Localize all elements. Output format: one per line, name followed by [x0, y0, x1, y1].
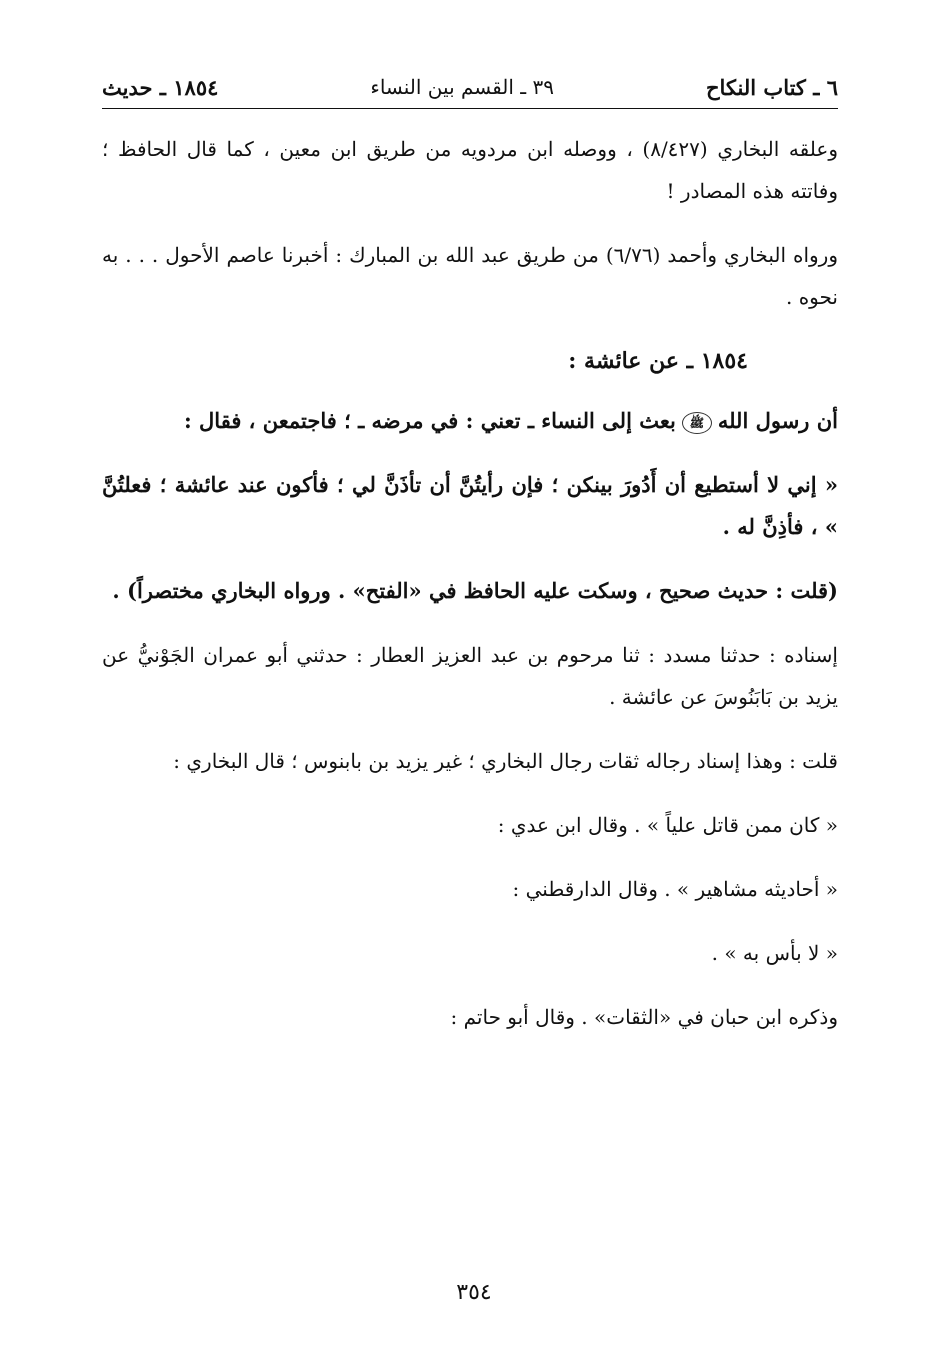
header-hadith-number: ١٨٥٤ ـ حديث	[102, 74, 219, 100]
running-header	[102, 70, 838, 104]
grading-note: (قلت : حديث صحيح ، وسكت عليه الحافظ في «الفتح» . ورواه البخاري مختصراً) .	[112, 578, 838, 603]
hadith-text	[102, 400, 838, 442]
salutation-mark: ﷺ	[682, 412, 712, 434]
quote-1: « كان ممن قاتل علياً » . وقال ابن عدي :	[497, 813, 838, 837]
isnad-paragraph: إسناده : حدثنا مسدد : ثنا مرحوم بن عبد العزيز العطار : حدثني أبو عمران الجَوْنيُّ عن يزيد بن بَابَنُوسَ عن عائشة .	[102, 643, 838, 709]
paragraph-final: وذكره ابن حبان في «الثقات» . وقال أبو حاتم :	[450, 1005, 838, 1029]
header-chapter: ٦ ـ كتاب النكاح	[706, 74, 838, 100]
commentary-paragraph: قلت : وهذا إسناد رجاله ثقات رجال البخاري ؛ غير يزيد بن بابنوس ؛ قال البخاري :	[173, 749, 838, 773]
hadith-quote: « إني لا أستطيع أن أَدُورَ بينكن ؛ فإن رأيتُنَّ أن تأذَنَّ لي ؛ فأكون عند عائشة ؛ فعلتُنَّ » ، فأذِنَّ له .	[102, 472, 838, 539]
paragraph-2: ورواه البخاري وأحمد (٦/٧٦) من طريق عبد الله بن المبارك : أخبرنا عاصم الأحول . . . به نحوه .	[102, 243, 838, 309]
quote-2: « أحاديثه مشاهير » . وقال الدارقطني :	[512, 877, 838, 901]
page-number: ٣٥٤	[456, 1280, 492, 1305]
page-body	[102, 128, 838, 1060]
hadith-text-part-2: بعث إلى النساء ـ تعني : في مرضه ـ ؛ فاجتمعن ، فقال :	[183, 408, 676, 433]
header-rule	[102, 108, 838, 109]
header-section: ٣٩ ـ القسم بين النساء	[370, 75, 554, 99]
quote-3: « لا بأس به » .	[711, 941, 838, 965]
hadith-text-part-1: أن رسول الله	[717, 408, 838, 433]
paragraph-1: وعلقه البخاري (٨/٤٢٧) ، ووصله ابن مردويه من طريق ابن معين ، كما قال الحافظ ؛ وفاتته هذه المصادر !	[102, 137, 838, 203]
hadith-heading: ١٨٥٤ ـ عن عائشة :	[568, 348, 748, 374]
